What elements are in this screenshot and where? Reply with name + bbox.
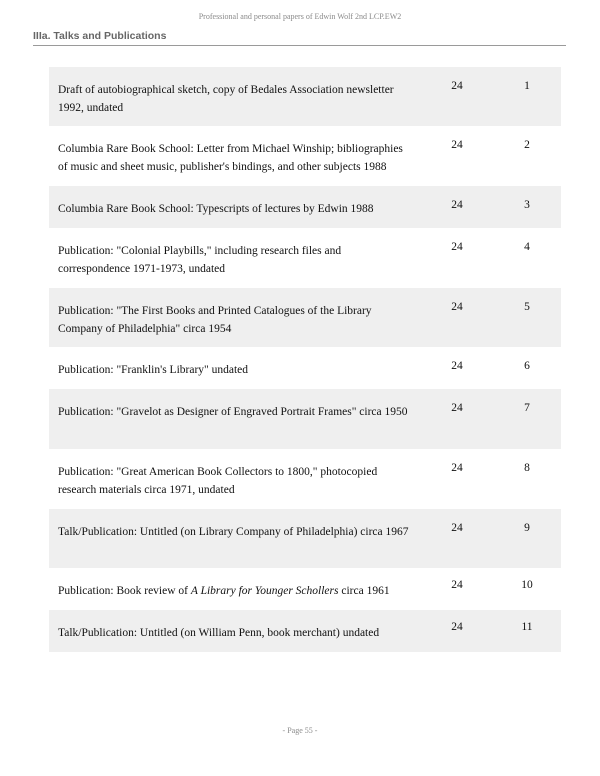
list-item [49,389,561,449]
list-item [49,568,561,610]
folder-number: 11 [521,621,533,633]
item-description [58,582,413,600]
box-number: 24 [451,301,463,313]
box-number: 24 [451,579,463,591]
folder-number: 10 [521,579,533,591]
list-item [49,228,561,288]
item-description: Talk/Publication: Untitled (on William Penn, book merchant) undated [58,627,380,639]
running-header: Professional and personal papers of Edwin Wolf 2nd LCP.EW2 [198,12,402,21]
folder-number: 9 [524,522,530,534]
item-description: Publication: "Great American Book Collectors to 1800," photocopied research materials circa 1971, undated [58,466,378,496]
item-description: Talk/Publication: Untitled (on Library Company of Philadelphia) circa 1967 [58,526,409,538]
box-number: 24 [451,462,463,474]
folder-number: 4 [524,241,530,253]
description-text: Publication: Book review of [58,585,191,597]
list-item [49,67,561,126]
box-number: 24 [451,522,463,534]
description-text: circa 1961 [338,585,390,597]
folder-number: 2 [524,139,530,151]
list-item [49,610,561,652]
item-description: Publication: "Gravelot as Designer of Engraved Portrait Frames" circa 1950 [58,406,408,418]
box-number: 24 [451,199,463,211]
list-item [49,449,561,509]
item-description: Publication: "Colonial Playbills," including research files and correspondence 1971-1973, undated [58,245,342,275]
list-item [49,347,561,389]
folder-number: 5 [524,301,530,313]
item-description: Columbia Rare Book School: Typescripts of lectures by Edwin 1988 [58,203,374,215]
item-description: Publication: "The First Books and Printed Catalogues of the Library Company of Philadelphia" circa 1954 [58,305,372,335]
section-title: IIIa. Talks and Publications [33,30,167,42]
section-divider [33,45,566,46]
folder-number: 6 [524,360,530,372]
list-item [49,288,561,347]
box-number: 24 [451,241,463,253]
container-list [49,67,561,652]
list-item [49,509,561,568]
box-number: 24 [451,360,463,372]
list-item [49,186,561,228]
folder-number: 8 [524,462,530,474]
item-description: Draft of autobiographical sketch, copy of Bedales Association newsletter 1992, undated [58,84,394,114]
book-title: A Library for Younger Schollers [190,585,339,597]
folder-number: 7 [524,402,530,414]
list-item [49,126,561,186]
item-description: Publication: "Franklin's Library" undated [58,364,248,376]
folder-number: 3 [524,199,530,211]
box-number: 24 [451,621,463,633]
box-number: 24 [451,402,463,414]
folder-number: 1 [524,80,530,92]
box-number: 24 [451,80,463,92]
box-number: 24 [451,139,463,151]
page-number: - Page 55 - [282,726,318,735]
item-description: Columbia Rare Book School: Letter from Michael Winship; bibliographies of music and sheet music, publisher's bindings, and other subjects 1988 [58,143,403,173]
